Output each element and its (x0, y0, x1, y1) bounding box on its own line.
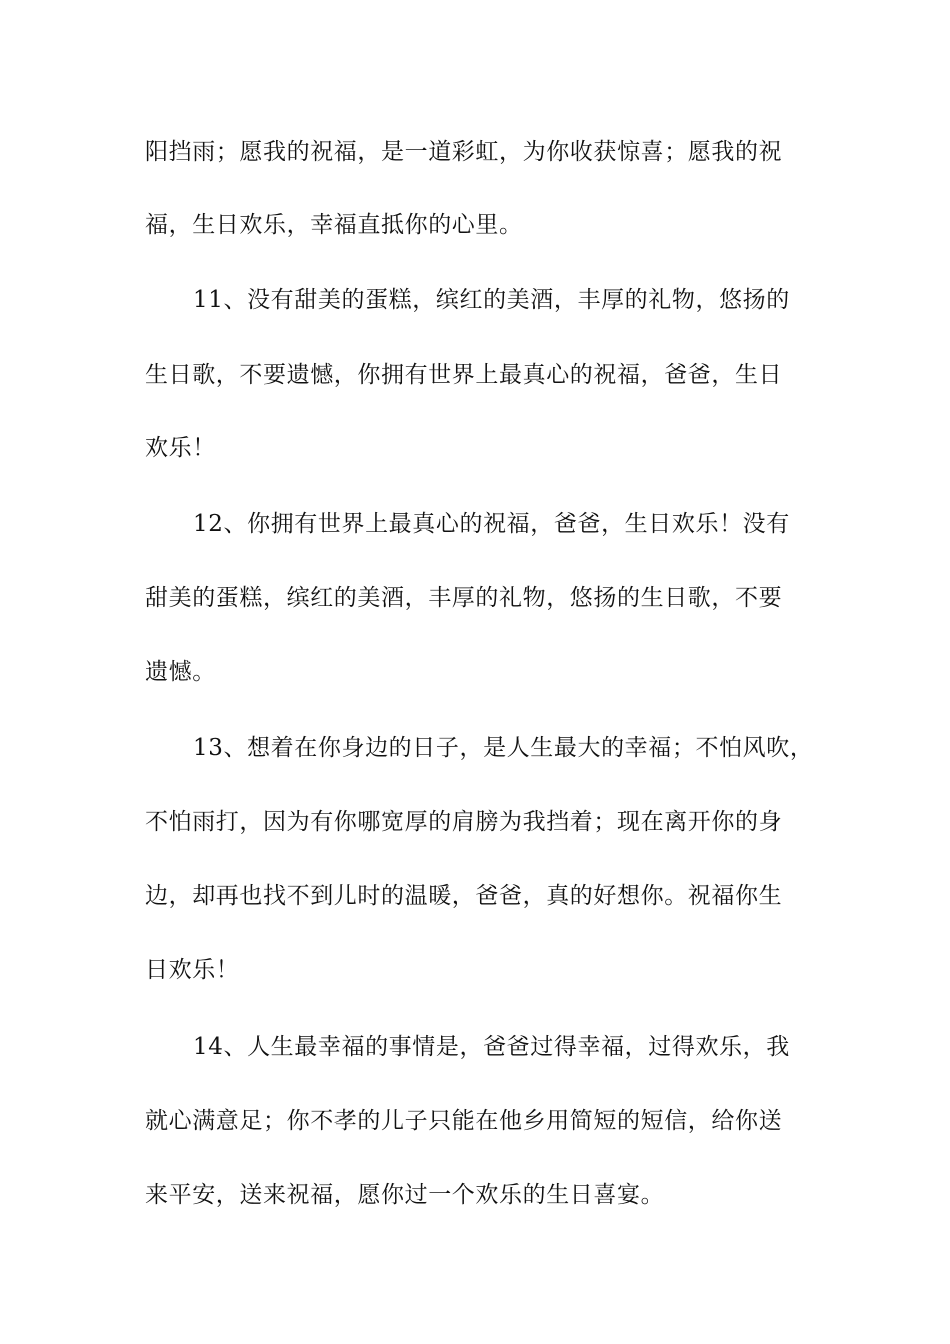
text-line: 阳挡雨；愿我的祝福，是一道彩虹，为你收获惊喜；愿我的祝 (145, 139, 783, 165)
text-line: 边，却再也找不到儿时的温暖，爸爸，真的好想你。祝福你生 (145, 883, 783, 909)
text-line: 就心满意足；你不孝的儿子只能在他乡用简短的短信，给你送 (145, 1108, 783, 1134)
text-line: 来平安，送来祝福，愿你过一个欢乐的生日喜宴。 (145, 1182, 665, 1208)
text-line: 11、没有甜美的蛋糕，缤红的美酒，丰厚的礼物，悠扬的 (193, 287, 790, 313)
text-line: 12、你拥有世界上最真心的祝福，爸爸，生日欢乐！没有 (193, 511, 790, 537)
text-line: 14、人生最幸福的事情是，爸爸过得幸福，过得欢乐，我 (193, 1034, 790, 1060)
text-line: 甜美的蛋糕，缤红的美酒，丰厚的礼物，悠扬的生日歌，不要 (145, 585, 783, 611)
text-line: 日欢乐！ (145, 957, 240, 983)
text-line: 13、想着在你身边的日子，是人生最大的幸福；不怕风吹， (193, 735, 814, 761)
text-line: 生日歌，不要遗憾，你拥有世界上最真心的祝福，爸爸，生日 (145, 362, 783, 388)
text-line: 不怕雨打，因为有你哪宽厚的肩膀为我挡着；现在离开你的身 (145, 809, 783, 835)
text-line: 欢乐！ (145, 435, 216, 461)
text-line: 福，生日欢乐，幸福直抵你的心里。 (145, 212, 523, 238)
text-line: 遗憾。 (145, 659, 216, 685)
